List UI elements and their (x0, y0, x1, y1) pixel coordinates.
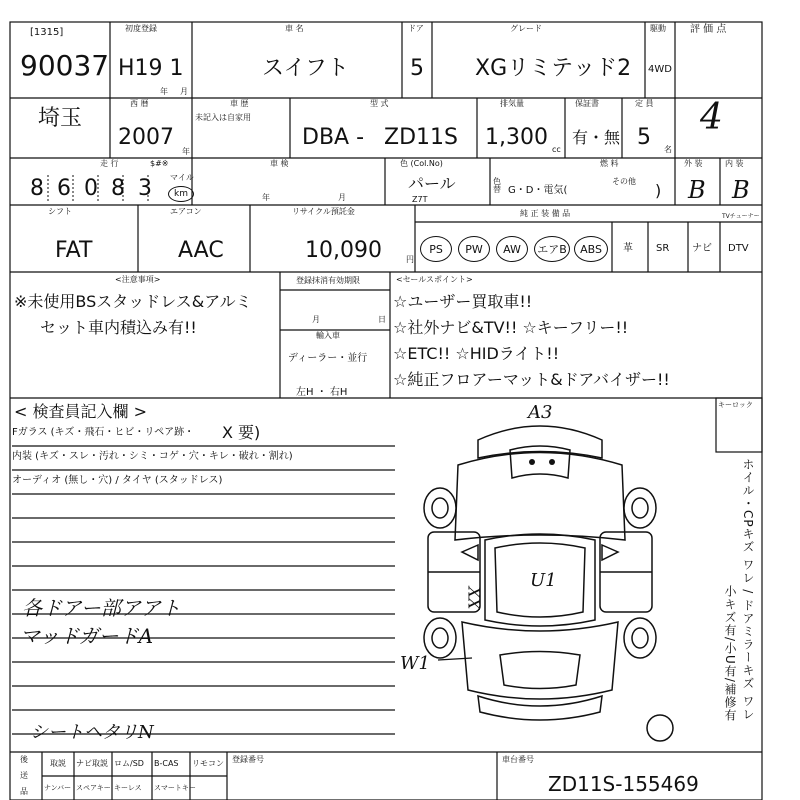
exterior-grade: B (688, 176, 706, 204)
inspection-month-unit: 月 (338, 193, 346, 202)
damage-mark-xx: XX (464, 586, 484, 610)
reg-expiry-label: 登録抹消有効期限 (296, 276, 360, 285)
displacement-label: 排気量 (500, 99, 524, 108)
fuel-value: G・D・電気( (508, 185, 568, 196)
equip-navi: ナビ (692, 243, 712, 254)
history-label: 車 歴 (230, 99, 249, 108)
damage-mark-w1: W1 (400, 653, 430, 674)
sales-line-4: ☆純正フロアーマット&ドアバイザー!! (393, 370, 670, 389)
mileage-label: 走 行 (100, 159, 119, 168)
caution-line-2: セット車内積込み有!! (40, 318, 197, 337)
mileage-flag: $#※ (150, 159, 169, 168)
color-label: 色 (Col.No) (400, 159, 443, 168)
warranty-value: 有・無 (572, 128, 621, 147)
shift-value: FAT (55, 238, 93, 263)
cc-unit: cc (552, 145, 561, 154)
yen-unit: 円 (406, 255, 414, 264)
era-year: 2007 (118, 125, 174, 150)
km-unit-circle: km (168, 186, 194, 202)
chassis-label: 車台番号 (502, 755, 534, 764)
mileage-value: 86083 (30, 176, 165, 201)
damage-mark-u1: U1 (530, 570, 557, 591)
chassis-number: ZD11S-155469 (548, 772, 699, 796)
interior-grade: B (732, 176, 750, 204)
footer-left-1: 後 (20, 755, 28, 764)
grade-label: グレード (510, 24, 542, 33)
equip-aw: AW (496, 236, 528, 262)
history-note: 未記入は自家用 (195, 113, 251, 122)
equip-pw: PW (458, 236, 490, 262)
footer-rom-sd: ロム/SD (114, 759, 144, 768)
displacement-value: 1,300 (485, 125, 548, 150)
ac-value: AAC (178, 238, 224, 263)
reg-number-label: 登録番号 (232, 755, 264, 764)
color-value: パール (408, 174, 456, 193)
caution-label: <注意事項> (115, 275, 161, 284)
shift-label: シフト (48, 207, 72, 216)
car-name: スイフト (262, 56, 349, 81)
score-label: 評 価 点 (690, 24, 727, 35)
equip-ps: PS (420, 236, 452, 262)
inspector-line-3: オーディオ (無し・穴) / タイヤ (スタッドレス) (12, 475, 223, 486)
first-reg-value: H19 1 (118, 56, 184, 81)
model-code: ZD11S (384, 125, 458, 150)
first-reg-label: 初度登録 (125, 24, 157, 33)
inspector-line-2: 内装 (キズ・スレ・汚れ・シミ・コゲ・穴・キレ・破れ・割れ) (12, 451, 293, 462)
warranty-label: 保証書 (575, 99, 599, 108)
equip-leather: 革 (623, 243, 633, 254)
tv-label: TVチューナー (722, 213, 760, 220)
lot-bracket: [1315] (30, 27, 64, 38)
grade-value: XGリミテッド2 (475, 56, 632, 81)
prefecture: 埼玉 (38, 106, 83, 131)
handwriting-line-2: マッドガードA (20, 624, 154, 648)
ac-label: エアコン (170, 207, 202, 216)
equip-abs: ABS (574, 236, 608, 262)
capacity-value: 5 (637, 125, 651, 150)
handle-value: 左H ・ 右H (296, 387, 348, 398)
model-label: 型 式 (370, 99, 389, 108)
doors-value: 5 (410, 56, 424, 81)
sales-line-2: ☆社外ナビ&TV!! ☆キーフリー!! (393, 318, 629, 337)
import-label: 輸入車 (316, 331, 340, 340)
score-value: 4 (700, 97, 723, 138)
recycle-label: リサイクル預託金 (292, 207, 355, 216)
fuel-close-paren: ) (655, 181, 662, 200)
footer-left-3: 品 (20, 787, 28, 796)
inspector-line-1-mark: X 要) (222, 423, 261, 442)
keylock-label: キーロック (718, 401, 753, 409)
handwriting-line-3: シートヘタリN (30, 722, 154, 743)
lot-number: 90037 (20, 49, 110, 82)
footer-manual: 取説 (50, 759, 66, 768)
inspector-line-1: Fガラス (キズ・飛石・ヒビ・リペア跡・ (12, 427, 195, 438)
sales-line-1: ☆ユーザー買取車!! (393, 292, 533, 311)
fuel-label: 燃 料 (600, 159, 619, 168)
footer-keyless: キーレス (114, 784, 142, 792)
inspection-label: 車 検 (270, 159, 289, 168)
damage-mark-a3: A3 (528, 402, 553, 423)
footer-bcas: B-CAS (154, 759, 179, 768)
color-change-label: 色替 (493, 177, 501, 194)
equipment-label: 純 正 装 備 品 (520, 209, 571, 218)
sales-label: <セールスポイント> (396, 275, 473, 284)
exterior-label: 外 装 (684, 159, 703, 168)
footer-left-2: 送 (20, 771, 28, 780)
footer-smart-key: スマートキー (154, 784, 196, 792)
inspection-year-unit: 年 (262, 193, 270, 202)
footer-spare-key: スペアキー (76, 784, 111, 792)
era-label: 西 暦 (130, 99, 149, 108)
interior-label: 内 装 (725, 159, 744, 168)
handwriting-line-1: 各ドアー部アアト (22, 596, 181, 620)
drive-label: 駆動 (650, 24, 666, 33)
year-unit: 年 (160, 87, 168, 96)
month-unit: 月 (180, 87, 188, 96)
mile-label: マイル (170, 173, 194, 182)
caution-line-1: ※未使用BSスタッドレス&アルミ (14, 292, 252, 311)
inspector-title: < 検査員記入欄 > (14, 402, 147, 421)
capacity-label: 定 員 (635, 99, 654, 108)
reg-month: 月 (312, 315, 320, 324)
recycle-value: 10,090 (305, 238, 382, 263)
model-prefix: DBA - (302, 125, 365, 150)
equip-airbag: エアB (534, 236, 570, 262)
side-note-small: 小キズ有/小U有/補修有 (723, 585, 737, 722)
drive-value: 4WD (648, 64, 672, 75)
sales-line-3: ☆ETC!! ☆HIDライト!! (393, 344, 560, 363)
side-note-wheel: ホイル・CPキズ ワレ / ドアミラーキズ ワレ (741, 458, 755, 721)
tv-value: DTV (728, 243, 749, 254)
fuel-other: その他 (612, 177, 636, 186)
person-unit: 名 (664, 145, 672, 154)
footer-remote: リモコン (192, 759, 224, 768)
color-code: Z7T (412, 195, 428, 204)
equip-sr: SR (656, 243, 670, 254)
import-value: ディーラー・並行 (288, 353, 368, 364)
doors-label: ドア (408, 24, 424, 33)
footer-number: ナンバー (44, 784, 72, 792)
reg-day: 日 (378, 315, 386, 324)
car-name-label: 車 名 (285, 24, 304, 33)
era-year-unit: 年 (182, 147, 190, 156)
footer-navi-manual: ナビ取説 (76, 759, 108, 768)
